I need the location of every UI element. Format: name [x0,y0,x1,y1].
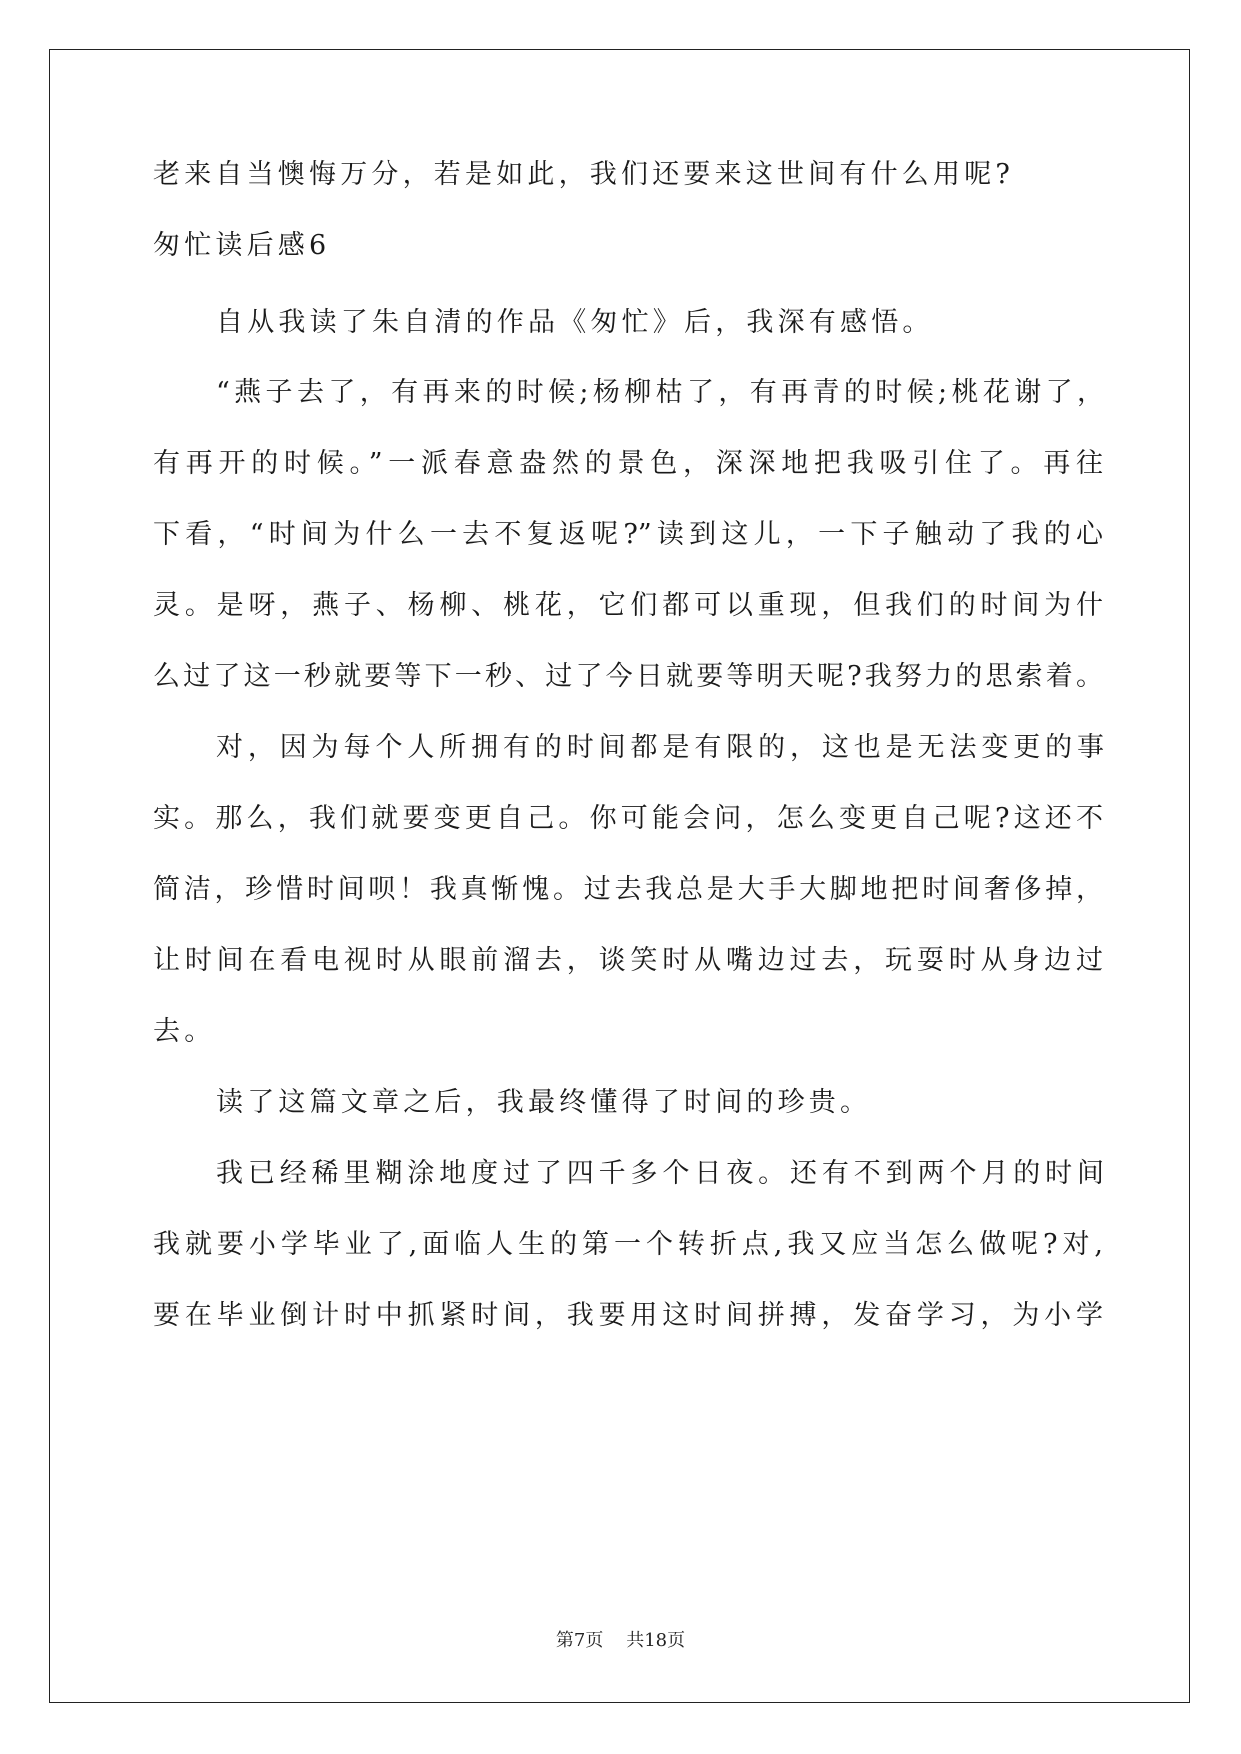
total-pages-label: 共18页 [626,1630,686,1651]
text-line: 我就要小学毕业了,面临人生的第一个转折点,我又应当怎么做呢?对, [153,1229,1103,1260]
page-footer [0,1630,1241,1652]
section-heading: 匆忙读后感6 [153,230,331,261]
text-line: 要在毕业倒计时中抓紧时间，我要用这时间拼搏，发奋学习，为小学 [153,1300,1103,1331]
text-line: 下看，“时间为什么一去不复返呢?”读到这儿，一下子触动了我的心 [153,519,1103,550]
text-line: 灵。是呀，燕子、杨柳、桃花，它们都可以重现，但我们的时间为什 [153,590,1103,621]
text-line: 实。那么，我们就要变更自己。你可能会问，怎么变更自己呢?这还不 [153,803,1103,834]
text-line: 简洁，珍惜时间呗！我真惭愧。过去我总是大手大脚地把时间奢侈掉， [153,874,1103,905]
text-line: 老来自当懊悔万分，若是如此，我们还要来这世间有什么用呢? [153,159,1015,190]
text-line: 读了这篇文章之后，我最终懂得了时间的珍贵。 [216,1087,872,1118]
text-line: 去。 [153,1016,216,1047]
text-line: 自从我读了朱自清的作品《匆忙》后，我深有感悟。 [216,307,934,338]
text-line: 对，因为每个人所拥有的时间都是有限的，这也是无法变更的事 [216,732,1104,763]
text-line: 么过了这一秒就要等下一秒、过了今日就要等明天呢?我努力的思索着。 [153,661,1103,692]
text-line: 有再开的时候。”一派春意盎然的景色，深深地把我吸引住了。再往 [153,448,1103,479]
current-page-label: 第7页 [555,1630,604,1651]
text-line: 让时间在看电视时从眼前溜去，谈笑时从嘴边过去，玩耍时从身边过 [153,945,1103,976]
text-line: “燕子去了，有再来的时候;杨柳枯了，有再青的时候;桃花谢了， [216,377,1104,408]
text-line: 我已经稀里糊涂地度过了四千多个日夜。还有不到两个月的时间 [216,1158,1104,1189]
